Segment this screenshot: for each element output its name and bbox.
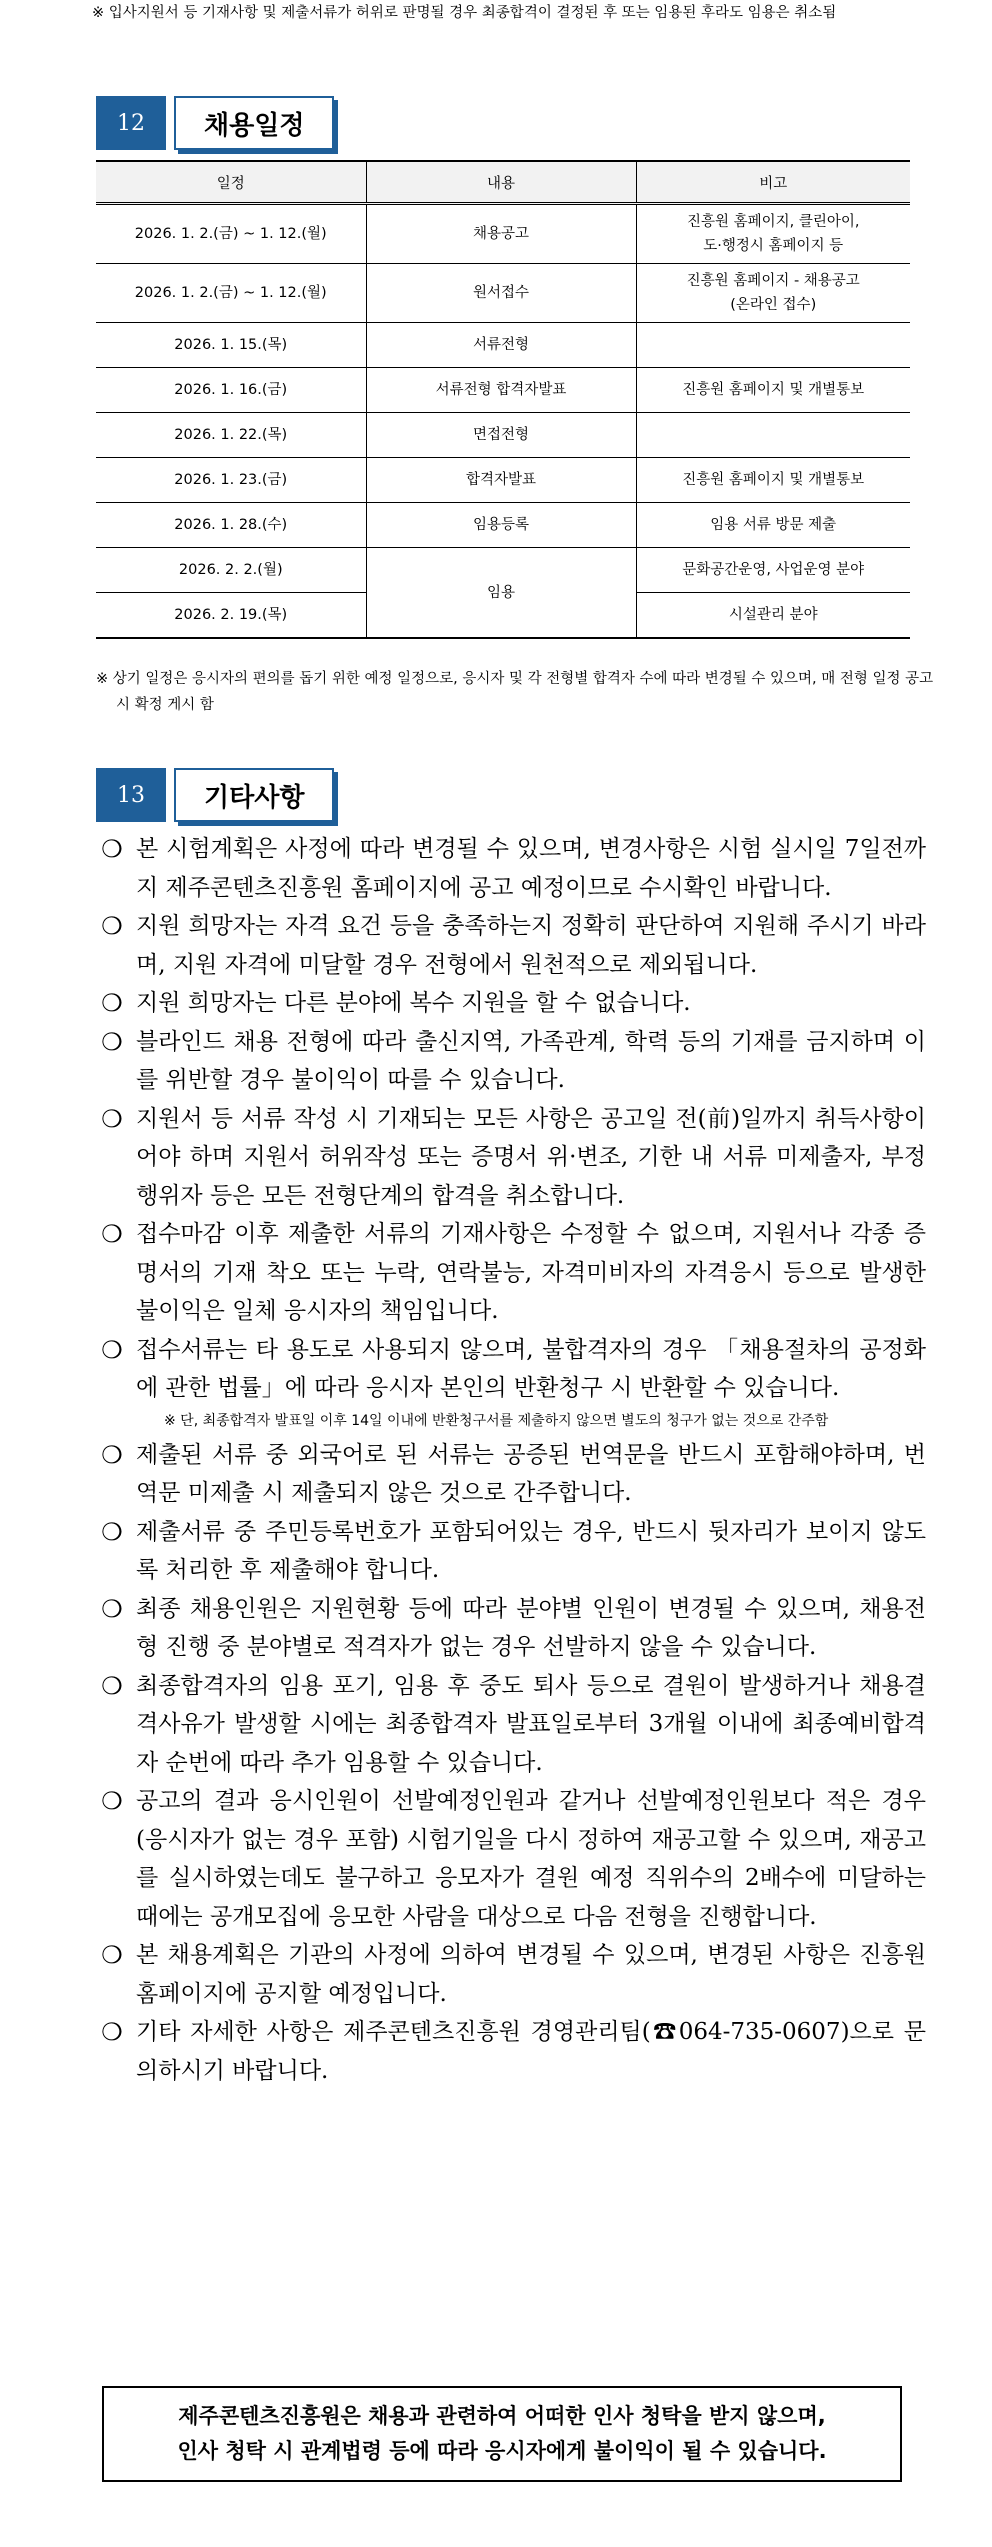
- notice-line-1: 제주콘텐츠진흥원은 채용과 관련하여 어떠한 인사 청탁을 받지 않으며,: [178, 2404, 826, 2428]
- list-item: [96, 1782, 926, 1936]
- schedule-date: 2026. 1. 23.(금): [96, 458, 366, 503]
- list-item: [96, 1331, 926, 1408]
- schedule-content: 합격자발표: [366, 458, 636, 503]
- schedule-content: 서류전형: [366, 323, 636, 368]
- list-item: [96, 1936, 926, 2013]
- list-item-text: 본 시험계획은 사정에 따라 변경될 수 있으며, 변경사항은 시험 실시일 7일전까지 제주콘텐츠진흥원 홈페이지에 공고 예정이므로 수시확인 바랍니다.: [136, 836, 926, 901]
- circle-bullet-icon: ❍: [101, 1104, 123, 1133]
- no-solicitation-notice: [102, 2386, 902, 2482]
- schedule-date: 2026. 1. 28.(수): [96, 503, 366, 548]
- schedule-date: 2026. 2. 2.(월): [96, 548, 366, 593]
- list-item-text: 접수서류는 타 용도로 사용되지 않으며, 불합격자의 경우 「채용절차의 공정화에 관한 법률」에 따라 응시자 본인의 반환청구 시 반환할 수 있습니다.: [136, 1336, 926, 1401]
- section-13-title: 기타사항: [174, 768, 334, 822]
- schedule-header-row: [96, 161, 910, 204]
- circle-bullet-icon: ❍: [101, 1220, 123, 1248]
- schedule-date: 2026. 1. 2.(금) ~ 1. 12.(월): [96, 264, 366, 323]
- schedule-remark: 진흥원 홈페이지 및 개별통보: [636, 368, 910, 413]
- circle-bullet-icon: ❍: [101, 1941, 123, 1969]
- schedule-content: 서류전형 합격자발표: [366, 368, 636, 413]
- circle-bullet-icon: ❍: [101, 1517, 123, 1546]
- schedule-date: 2026. 1. 22.(목): [96, 413, 366, 458]
- notice-line-2: 인사 청탁 시 관계법령 등에 따라 응시자에게 불이익이 될 수 있습니다.: [177, 2439, 827, 2463]
- list-item-text: 기타 자세한 사항은 제주콘텐츠진흥원 경영관리팀(☎064-735-0607)으로 문의하시기 바랍니다.: [136, 2019, 926, 2084]
- list-item-text: 제출된 서류 중 외국어로 된 서류는 공증된 번역문을 반드시 포함해야하며, 번역문 미제출 시 제출되지 않은 것으로 간주합니다.: [136, 1441, 926, 1506]
- list-item-text: 지원 희망자는 다른 분야에 복수 지원을 할 수 없습니다.: [136, 990, 691, 1016]
- circle-bullet-icon: ❍: [101, 835, 123, 863]
- section-12-number: 12: [96, 96, 166, 150]
- list-item: [96, 1100, 926, 1216]
- schedule-date: 2026. 1. 15.(목): [96, 323, 366, 368]
- schedule-content: 채용공고: [366, 204, 636, 264]
- table-row: [96, 264, 910, 323]
- table-row: [96, 548, 910, 593]
- schedule-content: 면접전형: [366, 413, 636, 458]
- schedule-note: ※ 상기 일정은 응시자의 편의를 돕기 위한 예정 일정으로, 응시자 및 각 전형별 합격자 수에 따라 변경될 수 있으며, 매 전형 일정 공고 시 확정 게시 함: [96, 671, 934, 713]
- section-13-number: 13: [96, 768, 166, 822]
- table-row: [96, 204, 910, 264]
- circle-bullet-icon: ❍: [101, 1440, 123, 1469]
- circle-bullet-icon: ❍: [101, 1027, 123, 1056]
- schedule-header-date: 일정: [96, 161, 366, 204]
- circle-bullet-icon: ❍: [101, 912, 123, 940]
- schedule-remark: 임용 서류 방문 제출: [636, 503, 910, 548]
- circle-bullet-icon: ❍: [101, 989, 123, 1017]
- table-row: [96, 323, 910, 368]
- circle-bullet-icon: ❍: [101, 1335, 123, 1364]
- schedule-remark: [636, 323, 910, 368]
- schedule-content: 임용등록: [366, 503, 636, 548]
- schedule-header-content: 내용: [366, 161, 636, 204]
- list-item: [96, 1513, 926, 1590]
- list-item-text: 공고의 결과 응시인원이 선발예정인원과 같거나 선발예정인원보다 적은 경우(응시자가 없는 경우 포함) 시험기일을 다시 정하여 재공고할 수 있으며, 재공고를 실시하였는데도 불구하고 응모자가 결원 예정 직위수의 2배수에 미달하는 때에는 공개모집에 응모한 사람을 대상으로 다음 전형을 진행합니다.: [136, 1788, 926, 1930]
- table-row: [96, 503, 910, 548]
- list-item: [96, 2013, 926, 2090]
- table-row: [96, 368, 910, 413]
- list-item: [96, 830, 926, 907]
- table-row: [96, 413, 910, 458]
- list-item: [96, 1667, 926, 1783]
- list-item: [96, 1023, 926, 1100]
- schedule-content: 원서접수: [366, 264, 636, 323]
- schedule-date: 2026. 2. 19.(목): [96, 593, 366, 639]
- list-item-text: 최종 채용인원은 지원현황 등에 따라 분야별 인원이 변경될 수 있으며, 채용전형 진행 중 분야별로 적격자가 없는 경우 선발하지 않을 수 있습니다.: [136, 1595, 926, 1660]
- circle-bullet-icon: ❍: [101, 1671, 123, 1700]
- schedule-table: [96, 160, 910, 639]
- schedule-content: 임용: [366, 548, 636, 639]
- list-item: [96, 984, 926, 1023]
- schedule-remark: 진흥원 홈페이지 - 채용공고 (온라인 접수): [636, 264, 910, 323]
- list-item-text: 블라인드 채용 전형에 따라 출신지역, 가족관계, 학력 등의 기재를 금지하며 이를 위반할 경우 불이익이 따를 수 있습니다.: [136, 1028, 926, 1093]
- schedule-date: 2026. 1. 2.(금) ~ 1. 12.(월): [96, 204, 366, 264]
- section-12-title: 채용일정: [174, 96, 334, 150]
- schedule-remark: 진흥원 홈페이지 및 개별통보: [636, 458, 910, 503]
- list-item-text: 지원 희망자는 자격 요건 등을 충족하는지 정확히 판단하여 지원해 주시기 바라며, 지원 자격에 미달할 경우 전형에서 원천적으로 제외됩니다.: [136, 913, 926, 978]
- other-items-list: [96, 830, 926, 2090]
- top-note: ※ 입사지원서 등 기재사항 및 제출서류가 허위로 판명될 경우 최종합격이 결정된 후 또는 임용된 후라도 임용은 취소됨: [92, 5, 837, 21]
- list-item-text: 접수마감 이후 제출한 서류의 기재사항은 수정할 수 없으며, 지원서나 각종 증명서의 기재 착오 또는 누락, 연락불능, 자격미비자의 자격응시 등으로 발생한 불이익은 일체 응시자의 책임입니다.: [136, 1221, 926, 1324]
- schedule-remark: [636, 413, 910, 458]
- schedule-date: 2026. 1. 16.(금): [96, 368, 366, 413]
- list-item-text: 본 채용계획은 기관의 사정에 의하여 변경될 수 있으며, 변경된 사항은 진흥원 홈페이지에 공지할 예정입니다.: [136, 1942, 926, 2007]
- section-12-header: [96, 96, 334, 150]
- schedule-remark: 시설관리 분야: [636, 593, 910, 639]
- schedule-remark: 문화공간운영, 사업운영 분야: [636, 548, 910, 593]
- list-item: [96, 1590, 926, 1667]
- list-item: [96, 1215, 926, 1331]
- section-13-header: [96, 768, 334, 822]
- list-item-text: 제출서류 중 주민등록번호가 포함되어있는 경우, 반드시 뒷자리가 보이지 않도록 처리한 후 제출해야 합니다.: [136, 1518, 926, 1583]
- circle-bullet-icon: ❍: [101, 1787, 123, 1815]
- circle-bullet-icon: ❍: [101, 2018, 123, 2046]
- list-item: [96, 907, 926, 984]
- list-item-text: 지원서 등 서류 작성 시 기재되는 모든 사항은 공고일 전(前)일까지 취득사항이어야 하며 지원서 허위작성 또는 증명서 위·변조, 기한 내 서류 미제출자, 부정행위자 등은 모든 전형단계의 합격을 취소합니다.: [136, 1105, 926, 1209]
- list-item-text: 최종합격자의 임용 포기, 임용 후 중도 퇴사 등으로 결원이 발생하거나 채용결격사유가 발생할 시에는 최종합격자 발표일로부터 3개월 이내에 최종예비합격자 순번에 따라 추가 임용할 수 있습니다.: [136, 1672, 926, 1776]
- list-item: [96, 1436, 926, 1513]
- schedule-remark: 진흥원 홈페이지, 클린아이, 도·행정시 홈페이지 등: [636, 204, 910, 264]
- return-request-note: ※ 단, 최종합격자 발표일 이후 14일 이내에 반환청구서를 제출하지 않으면 별도의 청구가 없는 것으로 간주함: [164, 1412, 829, 1429]
- circle-bullet-icon: ❍: [101, 1594, 123, 1623]
- schedule-header-remark: 비고: [636, 161, 910, 204]
- table-row: [96, 458, 910, 503]
